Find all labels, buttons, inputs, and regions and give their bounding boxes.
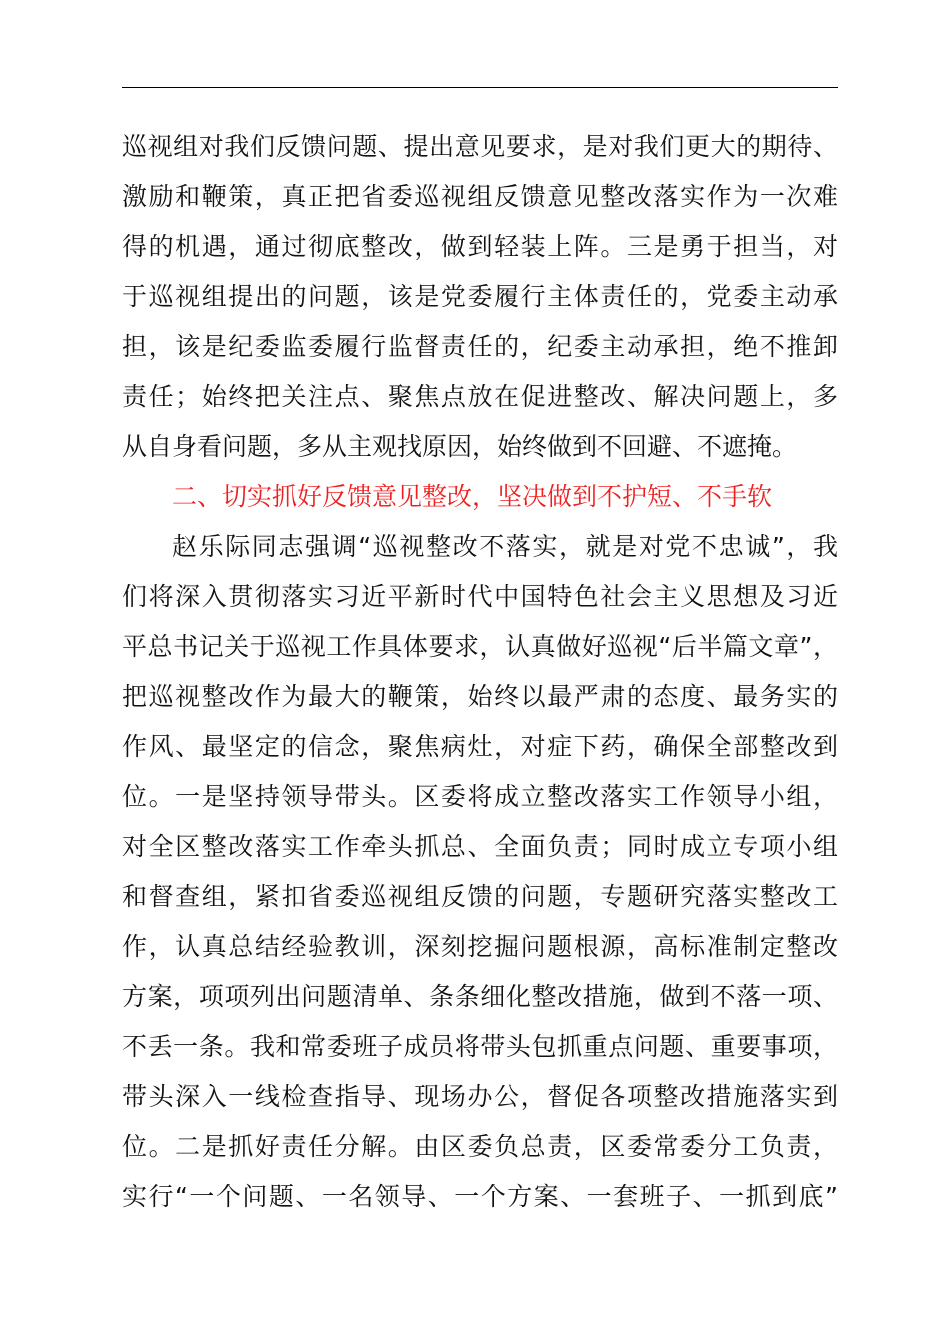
- paragraph-line: 从自身看问题，多从主观找原因，始终做到不回避、不遮掩。: [122, 432, 798, 461]
- paragraph-line: 作风、最坚定的信念，聚焦病灶，对症下药，确保全部整改到: [122, 732, 838, 761]
- paragraph-line: 不丢一条。我和常委班子成员将带头包抓重点问题、重要事项，: [122, 1032, 838, 1061]
- paragraph-line: 位。一是坚持领导带头。区委将成立整改落实工作领导小组，: [122, 782, 838, 811]
- paragraph-line: 们将深入贯彻落实习近平新时代中国特色社会主义思想及习近: [122, 582, 838, 611]
- paragraph-line: 位。二是抓好责任分解。由区委负总责，区委常委分工负责，: [122, 1132, 838, 1161]
- paragraph-line: 于巡视组提出的问题，该是党委履行主体责任的，党委主动承: [122, 282, 838, 311]
- paragraph-line: 方案，项项列出问题清单、条条细化整改措施，做到不落一项、: [122, 982, 838, 1011]
- paragraph-line: 巡视组对我们反馈问题、提出意见要求，是对我们更大的期待、: [122, 132, 838, 161]
- paragraph-line: 责任；始终把关注点、聚焦点放在促进整改、解决问题上，多: [122, 382, 838, 411]
- paragraph-line: 带头深入一线检查指导、现场办公，督促各项整改措施落实到: [122, 1082, 838, 1111]
- paragraph-line: 赵乐际同志强调“巡视整改不落实，就是对党不忠诚”，我: [172, 532, 838, 561]
- paragraph-line: 和督查组，紧扣省委巡视组反馈的问题，专题研究落实整改工: [122, 882, 838, 911]
- paragraph-line: 激励和鞭策，真正把省委巡视组反馈意见整改落实作为一次难: [122, 182, 838, 211]
- paragraph-line: 对全区整改落实工作牵头抓总、全面负责；同时成立专项小组: [122, 832, 838, 861]
- paragraph-line: 平总书记关于巡视工作具体要求，认真做好巡视“后半篇文章”，: [122, 632, 838, 661]
- paragraph-line: 把巡视整改作为最大的鞭策，始终以最严肃的态度、最务实的: [122, 682, 838, 711]
- header-rule: [122, 87, 838, 88]
- paragraph-line: 担，该是纪委监委履行监督责任的，纪委主动承担，绝不推卸: [122, 332, 838, 361]
- paragraph-line: 得的机遇，通过彻底整改，做到轻装上阵。三是勇于担当，对: [122, 232, 838, 261]
- section-heading: 二、切实抓好反馈意见整改，坚决做到不护短、不手软: [172, 482, 773, 511]
- paragraph-line: 实行“一个问题、一名领导、一个方案、一套班子、一抓到底”: [122, 1182, 838, 1211]
- paragraph-line: 作，认真总结经验教训，深刻挖掘问题根源，高标准制定整改: [122, 932, 838, 961]
